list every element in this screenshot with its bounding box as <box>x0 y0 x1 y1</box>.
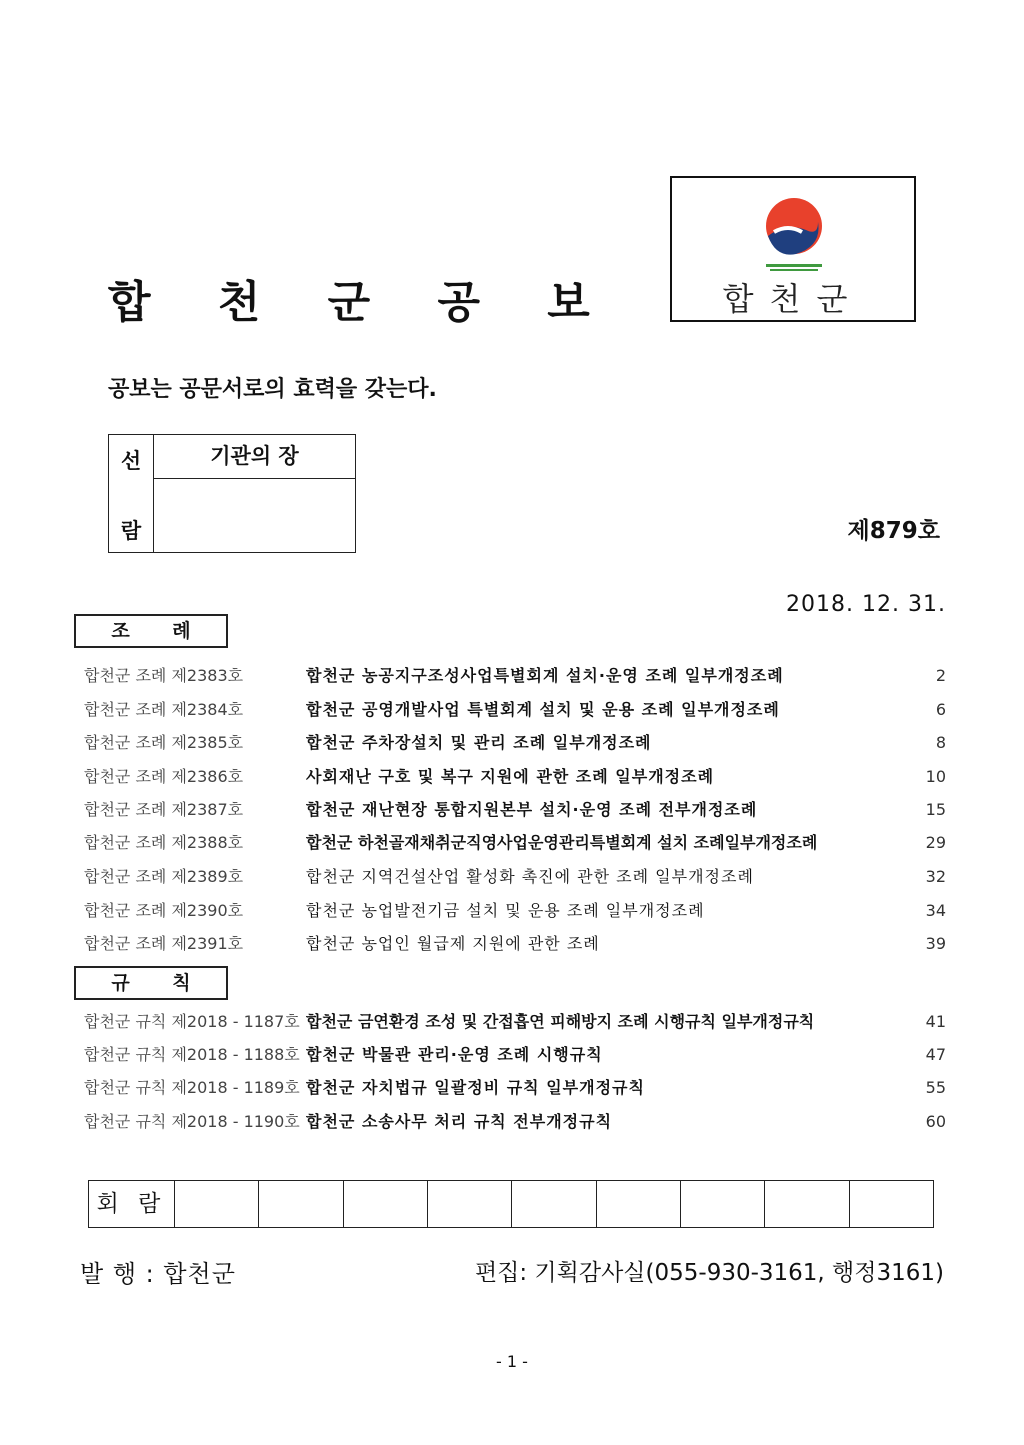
item-title: 합천군 농업인 월급제 지원에 관한 조례 <box>306 934 600 953</box>
item-code: 합천군 조례 제2390호 <box>84 901 244 920</box>
item-page: 15 <box>925 800 946 819</box>
item-code: 합천군 조례 제2386호 <box>84 767 244 786</box>
item-page: 8 <box>935 733 946 752</box>
list-item <box>84 698 946 722</box>
item-title: 합천군 하천골재채취군직영사업운영관리특별회계 설치 조례일부개정조례 <box>306 833 818 852</box>
circulation-cell <box>175 1181 259 1227</box>
list-item <box>84 1076 946 1100</box>
list-item <box>84 798 946 822</box>
item-code: 합천군 조례 제2387호 <box>84 800 244 819</box>
item-code: 합천군 규칙 제2018 - 1190호 <box>84 1112 300 1131</box>
item-page: 41 <box>925 1012 946 1031</box>
item-code: 합천군 조례 제2391호 <box>84 934 244 953</box>
item-title: 합천군 금연환경 조성 및 간접흡연 피해방지 조례 시행규칙 일부개정규칙 <box>306 1012 815 1031</box>
review-table <box>108 434 356 553</box>
list-item <box>84 664 946 688</box>
item-page: 29 <box>925 833 946 852</box>
item-page: 39 <box>925 934 946 953</box>
list-item <box>84 765 946 789</box>
editor-contact: 편집: 기획감사실(055-930-3161, 행정3161) <box>474 1260 944 1286</box>
list-item <box>84 831 946 855</box>
list-item <box>84 932 946 956</box>
item-code: 합천군 규칙 제2018 - 1187호 <box>84 1012 300 1031</box>
circulation-cell <box>681 1181 765 1227</box>
logo-box <box>670 176 916 322</box>
circulation-cell <box>428 1181 512 1227</box>
item-title: 합천군 공영개발사업 특별회계 설치 및 운용 조례 일부개정조례 <box>306 700 780 719</box>
item-title: 합천군 박물관 관리·운영 조례 시행규칙 <box>306 1045 603 1064</box>
circulation-cell <box>512 1181 596 1227</box>
item-page: 34 <box>925 901 946 920</box>
item-page: 47 <box>925 1045 946 1064</box>
item-page: 10 <box>925 767 946 786</box>
item-page: 32 <box>925 867 946 886</box>
review-label-char-1: 선 <box>120 449 142 473</box>
item-page: 55 <box>925 1078 946 1097</box>
item-title: 합천군 주차장설치 및 관리 조례 일부개정조례 <box>306 733 652 752</box>
list-item <box>84 1110 946 1134</box>
review-header: 기관의 장 <box>154 435 355 479</box>
circulation-cell <box>597 1181 681 1227</box>
list-item <box>84 1010 946 1034</box>
issue-date: 2018. 12. 31. <box>786 592 946 617</box>
item-title: 합천군 자치법규 일괄정비 규칙 일부개정규칙 <box>306 1078 645 1097</box>
item-title: 합천군 재난현장 통합지원본부 설치·운영 조례 전부개정조례 <box>306 800 758 819</box>
review-label-char-2: 람 <box>120 519 142 543</box>
item-code: 합천군 조례 제2389호 <box>84 867 244 886</box>
item-title: 합천군 소송사무 처리 규칙 전부개정규칙 <box>306 1112 613 1131</box>
circulation-label: 회 람 <box>89 1181 175 1227</box>
circulation-table <box>88 1180 934 1228</box>
page-title: 합 천 군 공 보 <box>108 277 616 328</box>
item-code: 합천군 조례 제2384호 <box>84 700 244 719</box>
item-page: 6 <box>935 700 946 719</box>
county-emblem-icon <box>752 192 836 276</box>
section-ordinance-label: 조 례 <box>74 614 228 648</box>
circulation-cell <box>259 1181 343 1227</box>
circulation-cell <box>850 1181 933 1227</box>
item-page: 2 <box>935 666 946 685</box>
item-title: 합천군 지역건설산업 활성화 촉진에 관한 조례 일부개정조례 <box>306 867 754 886</box>
circulation-cell <box>344 1181 428 1227</box>
item-code: 합천군 규칙 제2018 - 1189호 <box>84 1078 300 1097</box>
item-code: 합천군 조례 제2388호 <box>84 833 244 852</box>
item-title: 사회재난 구호 및 복구 지원에 관한 조례 일부개정조례 <box>306 767 715 786</box>
list-item <box>84 899 946 923</box>
publisher: 발 행 : 합천군 <box>80 1260 236 1288</box>
review-label-column <box>109 435 154 552</box>
list-item <box>84 865 946 889</box>
section-rules-label: 규 칙 <box>74 966 228 1000</box>
list-item <box>84 731 946 755</box>
issue-number: 제879호 <box>847 518 940 544</box>
page-number: - 1 - <box>496 1352 528 1371</box>
logo-text: 합천군 <box>722 280 864 318</box>
list-item <box>84 1043 946 1067</box>
item-code: 합천군 규칙 제2018 - 1188호 <box>84 1045 300 1064</box>
item-code: 합천군 조례 제2383호 <box>84 666 244 685</box>
item-code: 합천군 조례 제2385호 <box>84 733 244 752</box>
item-title: 합천군 농업발전기금 설치 및 운용 조례 일부개정조례 <box>306 901 705 920</box>
item-page: 60 <box>925 1112 946 1131</box>
subtitle: 공보는 공문서로의 효력을 갖는다. <box>108 377 437 402</box>
circulation-cell <box>765 1181 849 1227</box>
item-title: 합천군 농공지구조성사업특별회계 설치·운영 조례 일부개정조례 <box>306 666 784 685</box>
